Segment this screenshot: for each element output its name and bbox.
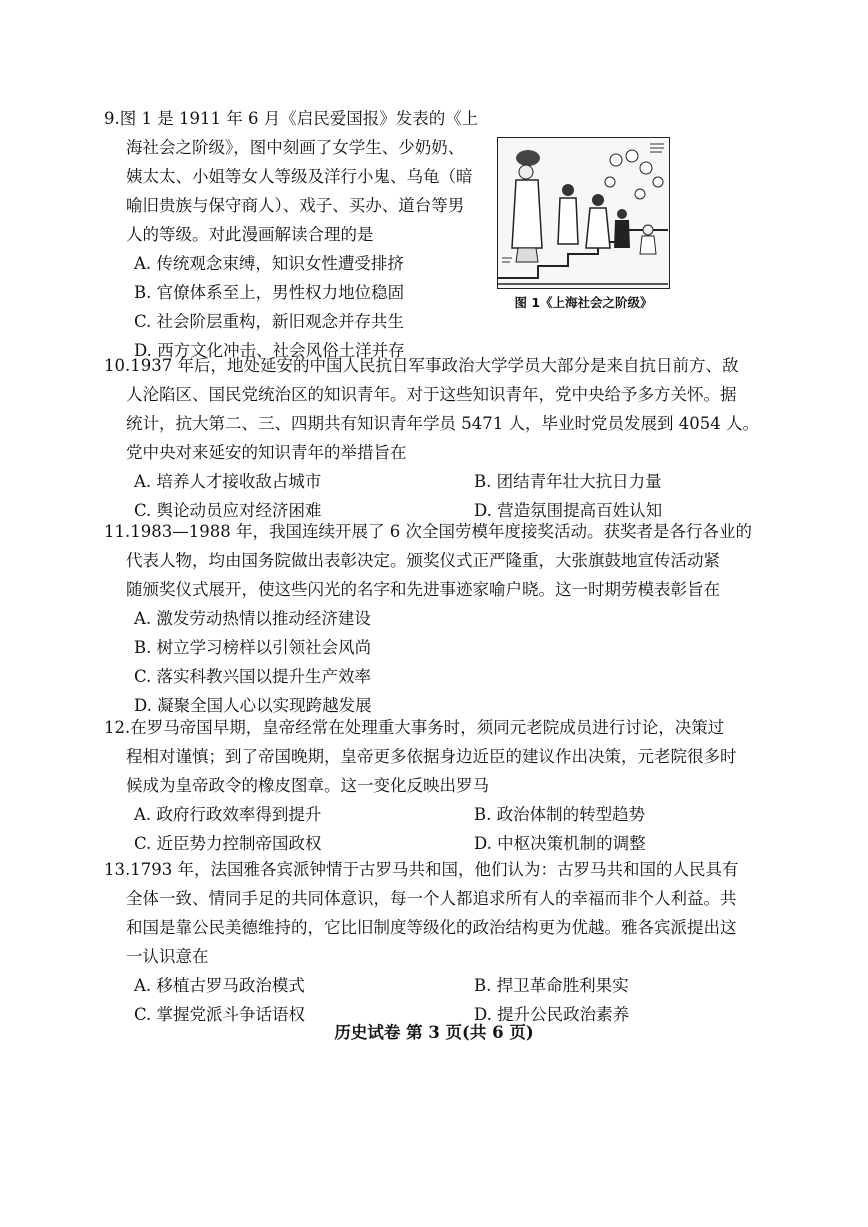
question-13 (104, 855, 784, 1029)
question-stem-line: 9.图 1 是 1911 年 6 月《启民爱国报》发表的《上 (104, 109, 479, 128)
question-stem-line: 10.1937 年后，地处延安的中国人民抗日军事政治大学学员大部分是来自抗日前方、敌 (104, 356, 739, 375)
question-stem-line: 党中央对来延安的知识青年的举措旨在 (126, 443, 407, 462)
question-stem-line: 全体一致、情同手足的共同体意识，每一个人都追求所有人的幸福而非个人利益。共 (126, 889, 737, 908)
option-a: A. 培养人才接收敌占城市 (134, 472, 322, 491)
question-stem-line: 人沦陷区、国民党统治区的知识青年。对于这些知识青年，党中央给予多方关怀。据 (126, 385, 737, 404)
option-d: D. 西方文化冲击、社会风俗土洋并存 (134, 341, 405, 360)
question-stem-line: 海社会之阶级》，图中刻画了女学生、少奶奶、 (126, 138, 465, 157)
question-stem-line: 随颁奖仪式展开，使这些闪光的名字和先进事迹家喻户晓。这一时期劳模表彰旨在 (126, 580, 720, 599)
question-stem-line: 一认识意在 (126, 947, 209, 966)
question-9 (104, 104, 504, 365)
option-c: C. 近臣势力控制帝国政权 (134, 834, 322, 853)
question-stem-line: 姨太太、小姐等女人等级及洋行小鬼、乌龟（暗 (126, 167, 473, 186)
option-a: A. 激发劳动热情以推动经济建设 (134, 609, 371, 628)
option-a: A. 传统观念束缚，知识女性遭受排挤 (134, 254, 404, 273)
question-stem-line: 13.1793 年，法国雅各宾派钟情于古罗马共和国，他们认为：古罗马共和国的人民具有 (104, 860, 739, 879)
option-b: B. 捍卫革命胜利果实 (474, 976, 629, 995)
option-b: B. 官僚体系至上，男性权力地位稳固 (134, 283, 405, 302)
option-b: B. 树立学习榜样以引领社会风尚 (134, 638, 372, 657)
cartoon-illustration (498, 138, 668, 287)
question-stem-line: 统计，抗大第二、三、四期共有知识青年学员 5471 人，毕业时党员发展到 4054 人。 (126, 414, 759, 433)
question-stem-line: 程相对谨慎；到了帝国晚期，皇帝更多依据身边近臣的建议作出决策，元老院很多时 (126, 747, 737, 766)
option-d: D. 营造氛围提高百姓认知 (474, 501, 663, 520)
question-stem-line: 候成为皇帝政令的橡皮图章。这一变化反映出罗马 (126, 776, 489, 795)
question-stem-line: 12.在罗马帝国早期，皇帝经常在处理重大事务时，须同元老院成员进行讨论，决策过 (104, 718, 725, 737)
option-a: A. 移植古罗马政治模式 (134, 976, 305, 995)
figure-1 (497, 137, 670, 315)
page-footer: 历史试卷 第 3 页(共 6 页) (334, 1023, 534, 1042)
option-b: B. 政治体制的转型趋势 (474, 805, 646, 824)
option-d: D. 提升公民政治素养 (474, 1005, 630, 1024)
question-stem-line: 11.1983—1988 年，我国连续开展了 6 次全国劳模年度接奖活动。获奖者是各行各业的 (104, 522, 752, 541)
option-c: C. 社会阶层重构，新旧观念并存共生 (134, 312, 405, 331)
option-d: D. 凝聚全国人心以实现跨越发展 (134, 696, 372, 715)
question-12 (104, 713, 784, 858)
question-11 (104, 517, 784, 720)
option-d: D. 中枢决策机制的调整 (474, 834, 646, 853)
option-c: C. 舆论动员应对经济困难 (134, 501, 322, 520)
option-b: B. 团结青年壮大抗日力量 (474, 472, 662, 491)
cartoon-image (497, 137, 670, 289)
figure-caption: 图 1《上海社会之阶级》 (514, 295, 653, 310)
option-a: A. 政府行政效率得到提升 (134, 805, 322, 824)
question-stem-line: 代表人物，均由国务院做出表彰决定。颁奖仪式正严隆重，大张旗鼓地宣传活动紧 (126, 551, 720, 570)
question-stem-line: 人的等级。对此漫画解读合理的是 (126, 225, 374, 244)
question-10 (104, 351, 784, 525)
question-stem-line: 喻旧贵族与保守商人）、戏子、买办、道台等男 (126, 196, 465, 215)
option-c: C. 落实科教兴国以提升生产效率 (134, 667, 372, 686)
option-c: C. 掌握党派斗争话语权 (134, 1005, 306, 1024)
question-stem-line: 和国是靠公民美德维持的，它比旧制度等级化的政治结构更为优越。雅各宾派提出这 (126, 918, 737, 937)
